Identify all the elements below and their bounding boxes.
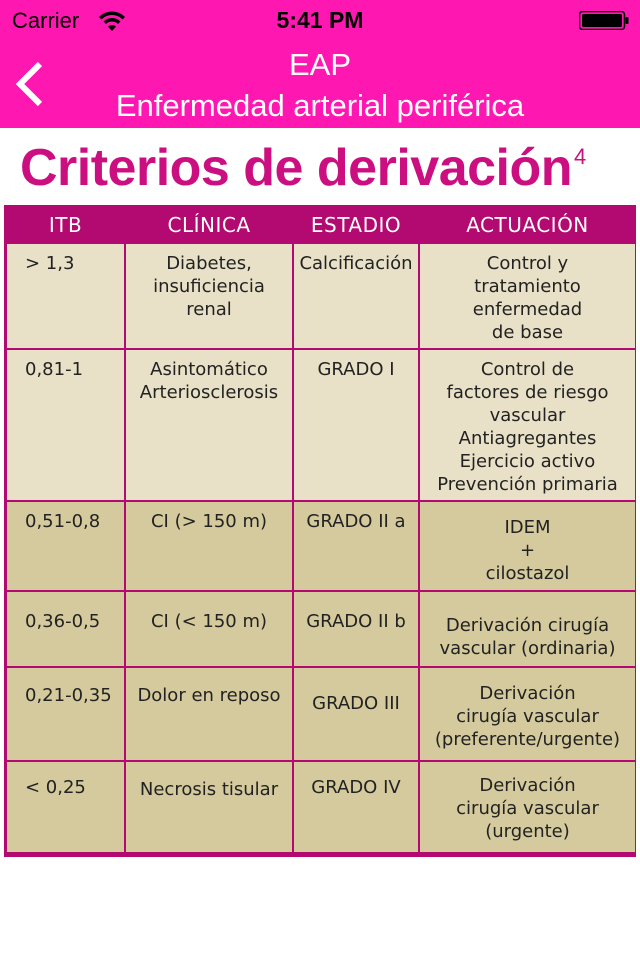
battery-icon	[579, 11, 629, 30]
page-heading	[20, 138, 640, 198]
reference-superscript: 4	[574, 144, 586, 169]
nav-title: EAP	[288, 47, 352, 82]
criteria-table-grid	[5, 206, 637, 854]
page-heading-text: Criterios de derivación	[20, 139, 573, 197]
table-row	[7, 350, 635, 500]
cell-estadio: GRADO IV	[294, 762, 418, 852]
cell-actuacion: Derivación cirugía vascular (urgente)	[420, 762, 635, 852]
table-header-row	[7, 208, 635, 242]
cell-estadio: GRADO II a	[294, 502, 418, 590]
cell-itb: 0,36-0,5	[7, 592, 124, 666]
carrier-label: Carrier	[12, 8, 80, 33]
cell-clinica: Necrosis tisular	[126, 762, 292, 852]
criteria-table	[4, 205, 636, 857]
status-time: 5:41 PM	[276, 7, 364, 33]
header-itb: ITB	[7, 208, 124, 242]
table-row	[7, 502, 635, 590]
cell-itb: 0,21-0,35	[7, 668, 124, 760]
table-row	[7, 668, 635, 760]
table-row	[7, 762, 635, 852]
cell-estadio: GRADO III	[294, 668, 418, 760]
cell-itb: 0,51-0,8	[7, 502, 124, 590]
nav-subtitle: Enfermedad arterial periférica	[115, 88, 525, 123]
cell-actuacion: IDEM + cilostazol	[420, 502, 635, 590]
cell-itb: > 1,3	[7, 244, 124, 348]
cell-actuacion: Control y tratamiento enfermedad de base	[420, 244, 635, 348]
cell-clinica: CI (> 150 m)	[126, 502, 292, 590]
cell-estadio: GRADO I	[294, 350, 418, 500]
table-row	[7, 592, 635, 666]
navigation-bar	[0, 40, 640, 128]
status-bar	[0, 0, 640, 40]
cell-clinica: Dolor en reposo	[126, 668, 292, 760]
cell-clinica: CI (< 150 m)	[126, 592, 292, 666]
cell-actuacion: Derivación cirugía vascular (ordinaria)	[420, 592, 635, 666]
cell-clinica: Asintomático Arteriosclerosis	[126, 350, 292, 500]
header-estadio: ESTADIO	[294, 208, 418, 242]
cell-actuacion: Control de factores de riesgo vascular Antiagregantes Ejercicio activo Prevención primaria	[420, 350, 635, 500]
cell-clinica: Diabetes, insuficiencia renal	[126, 244, 292, 348]
cell-itb: 0,81-1	[7, 350, 124, 500]
table-row	[7, 244, 635, 348]
header-actuacion: ACTUACIÓN	[420, 208, 635, 242]
cell-itb: < 0,25	[7, 762, 124, 852]
cell-estadio: Calcificación	[294, 244, 418, 348]
cell-actuacion: Derivación cirugía vascular (preferente/urgente)	[420, 668, 635, 760]
cell-estadio: GRADO II b	[294, 592, 418, 666]
header-clinica: CLÍNICA	[126, 208, 292, 242]
